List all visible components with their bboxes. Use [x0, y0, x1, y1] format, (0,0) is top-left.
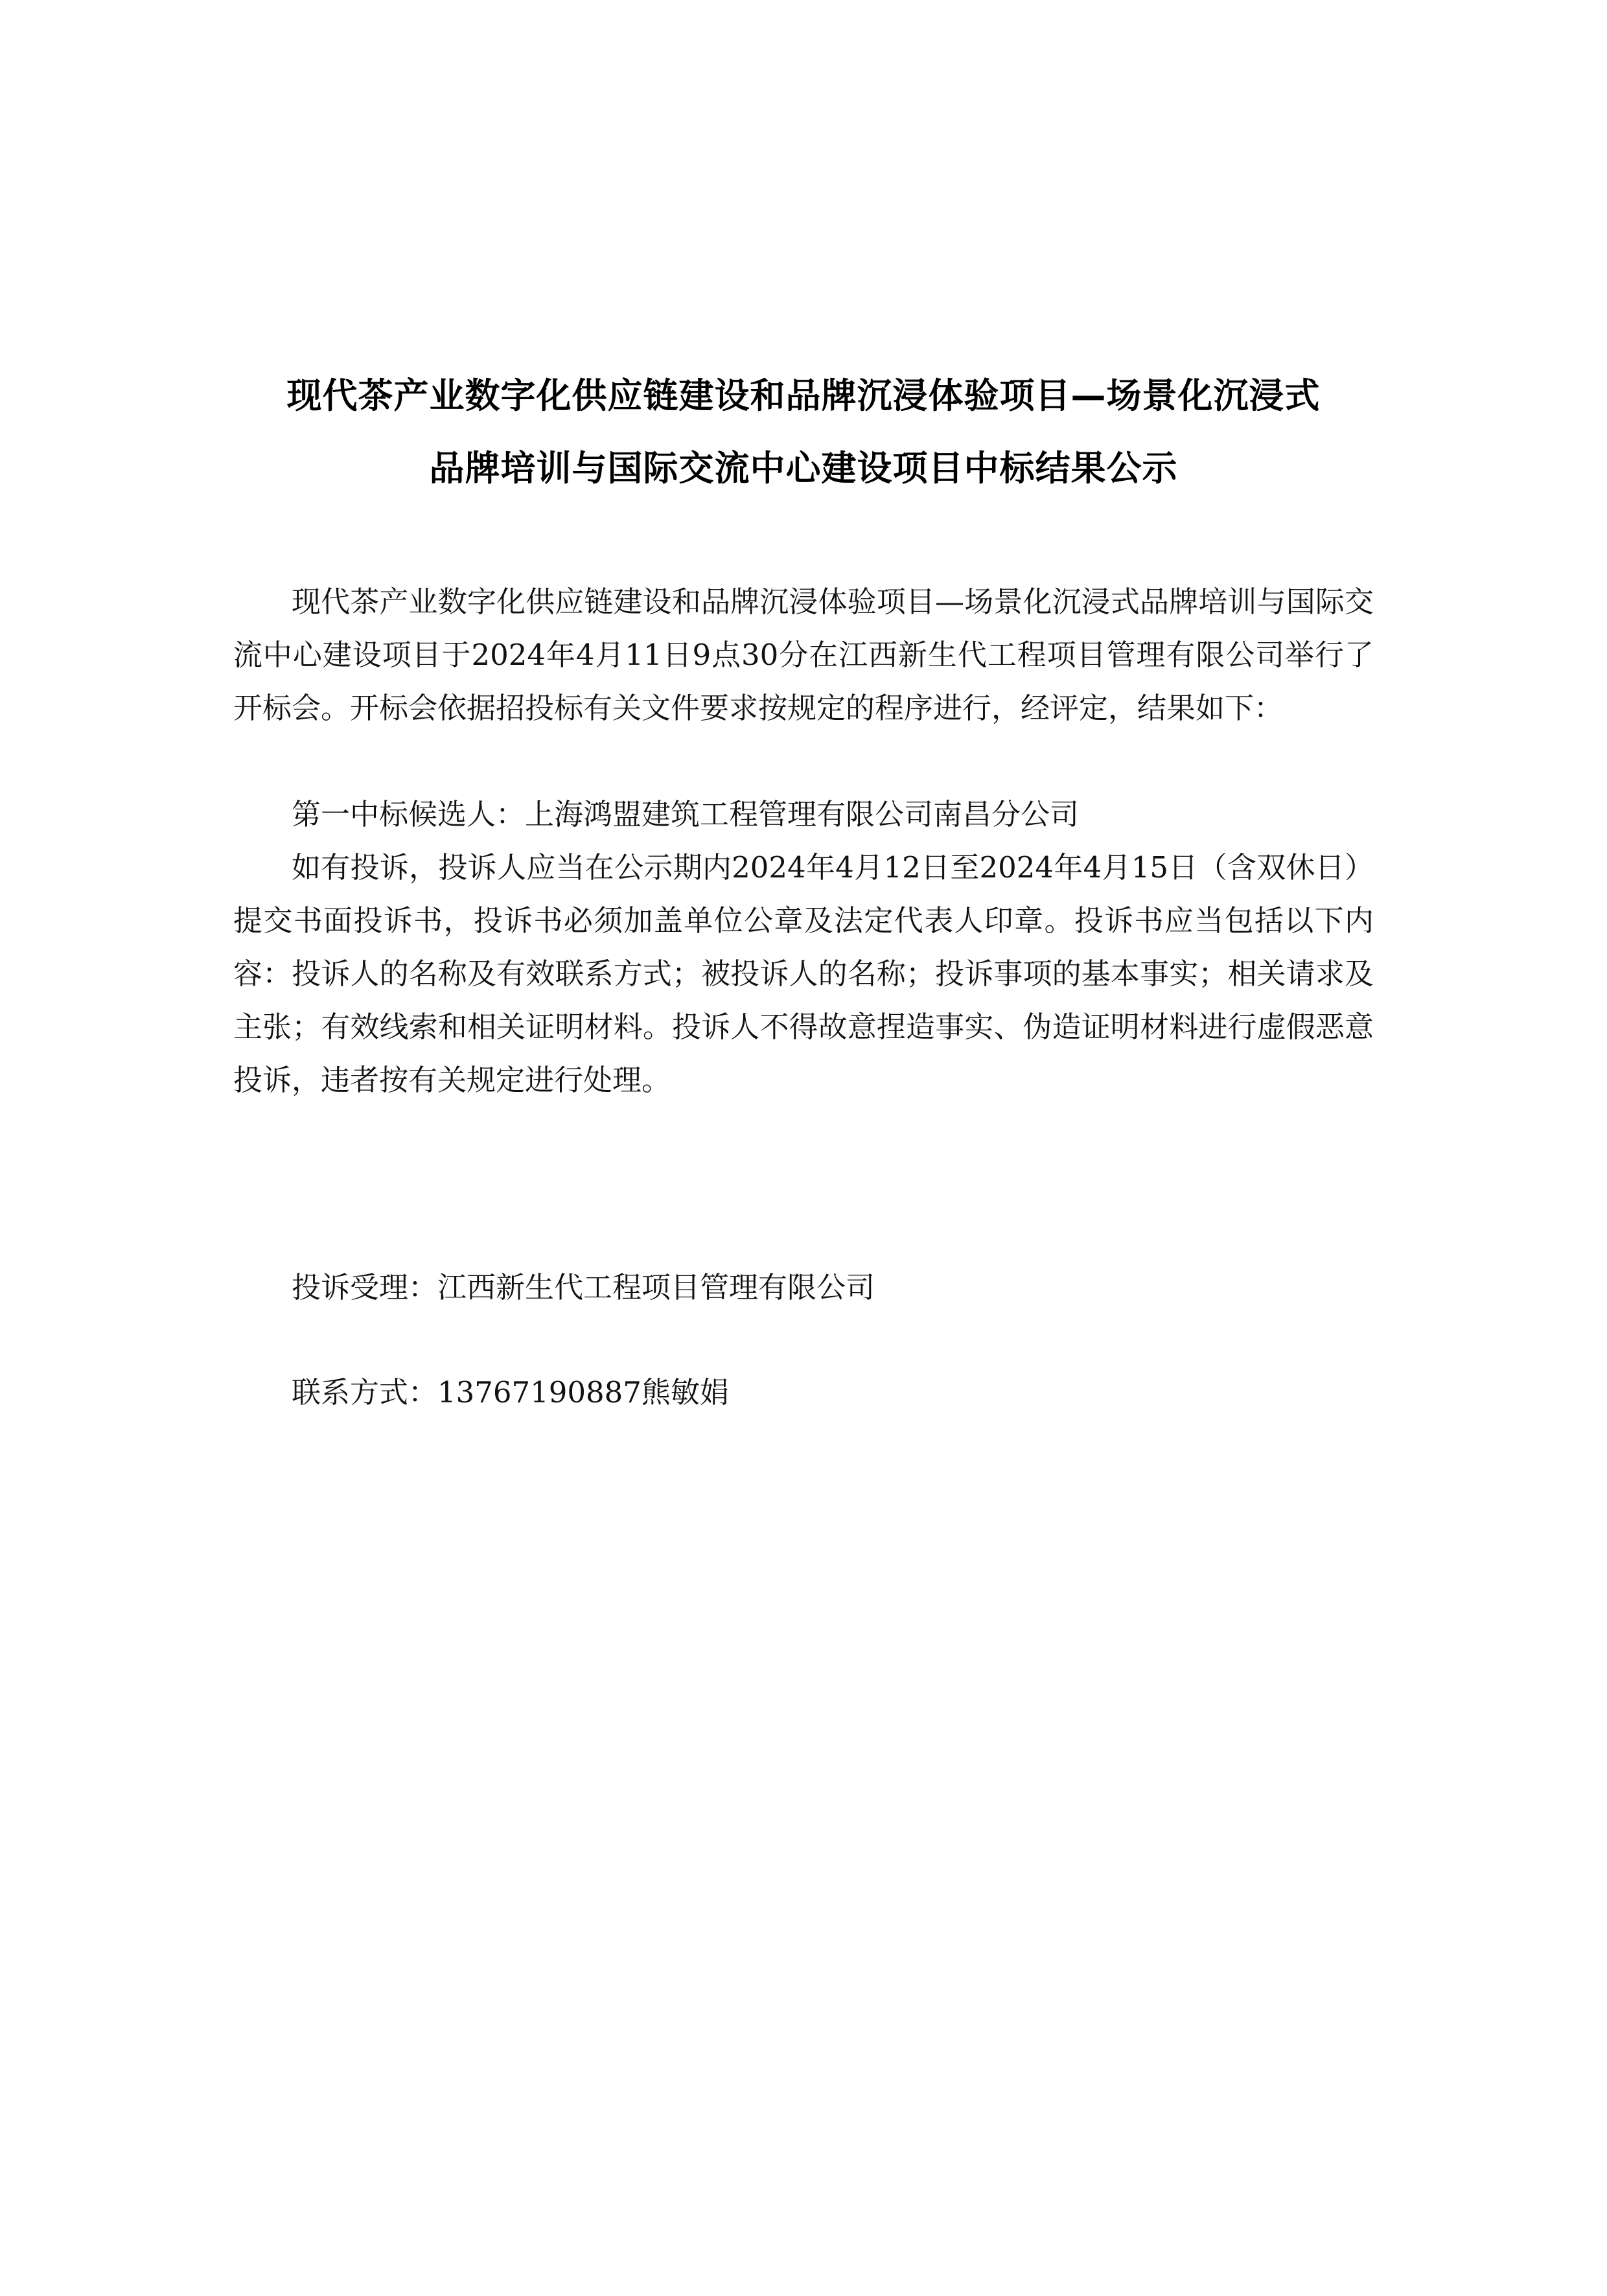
- complaint-paragraph: 如有投诉，投诉人应当在公示期内2024年4月12日至2024年4月15日（含双休日）提交书面投诉书，投诉书必须加盖单位公章及法定代表人印章。投诉书应当包括以下内容：投诉人的名称及有效联系方式；被投诉人的名称；投诉事项的基本事实；相关请求及主张；有效线索和相关证明材料。投诉人不得故意捏造事实、伪造证明材料进行虚假恶意投诉，违者按有关规定进行处理。: [233, 850, 1374, 1097]
- contact-section: [233, 1366, 1374, 1419]
- title-line-1: 现代茶产业数字化供应链建设和品牌沉浸体验项目—场景化沉浸式: [286, 375, 1321, 416]
- title-line-2: 品牌培训与国际交流中心建设项目中标结果公示: [429, 448, 1178, 489]
- intro-section: [233, 575, 1374, 735]
- receiver-section: [233, 1261, 1374, 1314]
- receiver-paragraph: 投诉受理：江西新生代工程项目管理有限公司: [292, 1270, 875, 1305]
- candidate-section: [233, 788, 1374, 841]
- candidate-paragraph: 第一中标候选人：上海鸿盟建筑工程管理有限公司南昌分公司: [292, 797, 1080, 831]
- complaint-section: [233, 841, 1374, 1107]
- contact-paragraph: 联系方式：13767190887熊敏娟: [292, 1375, 729, 1409]
- page-title: [214, 360, 1393, 505]
- intro-paragraph: 现代茶产业数字化供应链建设和品牌沉浸体验项目—场景化沉浸式品牌培训与国际交流中心建设项目于2024年4月11日9点30分在江西新生代工程项目管理有限公司举行了开标会。开标会依据招投标有关文件要求按规定的程序进行，经评定，结果如下：: [233, 585, 1374, 725]
